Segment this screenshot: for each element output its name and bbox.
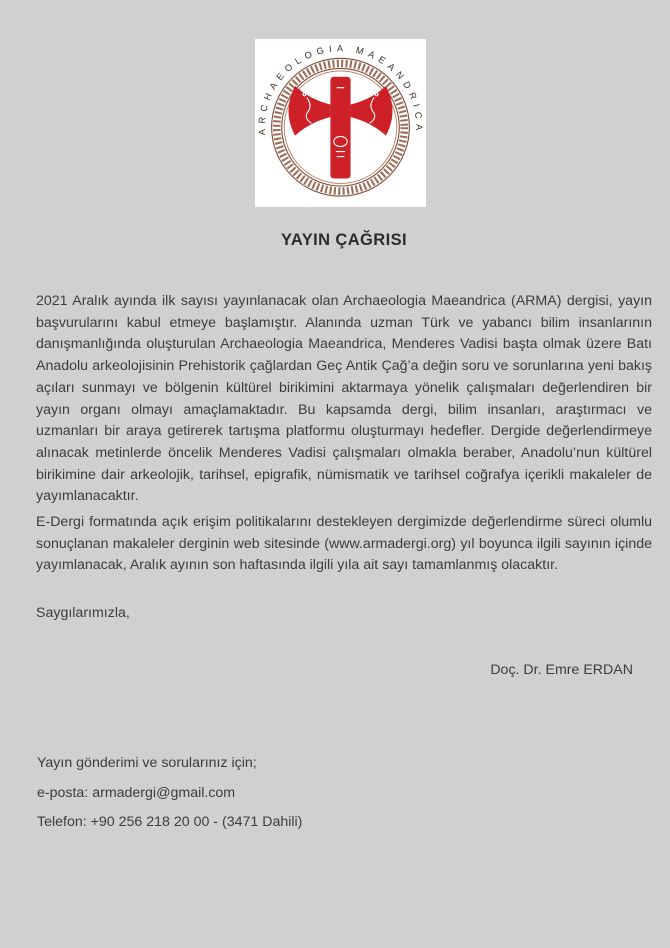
contact-intro: Yayın gönderimi ve sorularınız için;	[37, 755, 257, 771]
logo-arc-text: ARCHAEOLOGIA MAEANDRICA	[256, 43, 425, 136]
labrys-axe-icon	[255, 39, 426, 207]
contact-block	[37, 753, 637, 842]
journal-logo	[255, 39, 426, 207]
closing-salutation: Saygılarımızla,	[36, 605, 130, 621]
page-title: YAYIN ÇAĞRISI	[281, 231, 407, 249]
contact-email: e-posta: armadergi@gmail.com	[37, 784, 236, 801]
paragraph-announcement: 2021 Aralık ayında ilk sayısı yayınlanacak olan Archaeologia Maeandrica (ARMA) dergisi, yayın başvurularını kabul etmeye başlamıştır. Alanında uzman Türk ve yabancı bilim insanlarının danışmanlığında oluşturulan Archaeologia Maeandrica, Menderes Vadisi başta olmak üzere Batı Anadolu arkeolojisinin Prehistorik çağlardan Geç Antik Çağ’a değin soru ve sorunlarına yeni bakış açıları sunmayı ve bölgenin kültürel birikimini aktarmaya yönelik çalışmaları değerlendiren bir yayın organı olmayı amaçlamaktadır. Bu kapsamda dergi, bilim insanları, araştırmacı ve uzmanları bir araya getirerek tartışma platformu oluşturmayı hedefler. Dergide değerlendirmeye alınacak metinlerde öncelik Menderes Vadisi çalışmaları olmakla beraber, Anadolu’nun kültürel birikimine dair arkeolojik, tarihsel, epigrafik, nümismatik ve tarihsel coğrafya içerikli makaleler de yayımlanacaktır.	[36, 293, 652, 505]
paragraph-ejournal: E-Dergi formatında açık erişim politikalarını destekleyen dergimizde değerlendirme süreci olumlu sonuçlanan makaleler derginin web sitesinde (www.armadergi.org) yıl boyunca ilgili sayının içinde yayımlanacak, Aralık ayının son haftasında ilgili yıla ait sayı tamamlanmış olacaktır.	[36, 514, 652, 574]
double-axe	[289, 77, 393, 179]
signature-name: Doç. Dr. Emre ERDAN	[490, 662, 633, 678]
contact-phone: Telefon: +90 256 218 20 00 - (3471 Dahili)	[37, 814, 303, 830]
